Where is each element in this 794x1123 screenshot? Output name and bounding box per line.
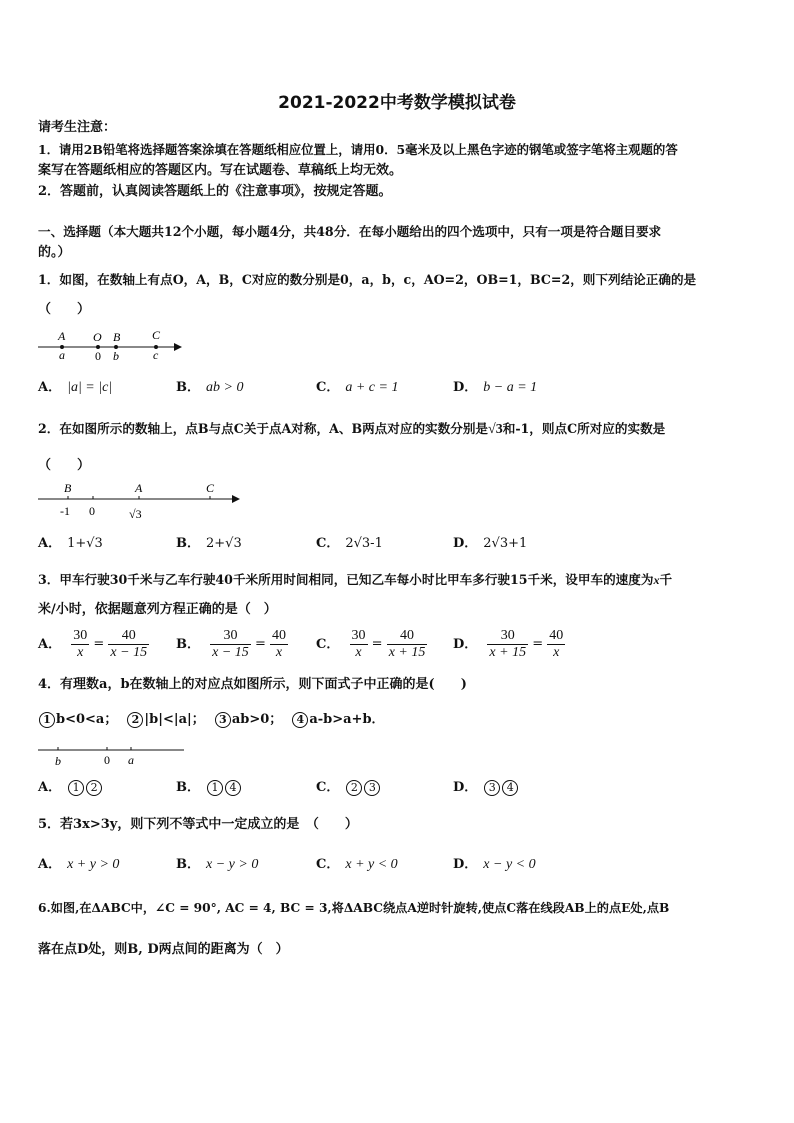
fraction: $\frac{40}{x + 15}$	[388, 628, 426, 660]
arrow-head-icon	[174, 343, 182, 351]
q2-option-a[interactable]: A． 1+√3	[38, 536, 103, 551]
label-B: B	[113, 330, 121, 344]
page-title: 2021-2022中考数学模拟试卷	[278, 93, 516, 113]
label-A: A	[58, 329, 66, 343]
label-O: O	[93, 330, 102, 344]
q6-stem-2: 落在点D处，则B, D两点间的距离为（ ）	[38, 942, 289, 957]
q5-stem: 5．若3x>3y，则下列不等式中一定成立的是 （ ）	[38, 817, 358, 832]
label-C: C	[152, 328, 161, 342]
q5-option-c[interactable]: C． x + y < 0	[316, 857, 398, 872]
fraction: $\frac{30}{x + 15}$	[489, 628, 527, 660]
fraction: $\frac{30}{x}$	[73, 628, 88, 660]
q1-option-d[interactable]: D． b − a = 1	[453, 380, 538, 395]
q3-option-d[interactable]: D． $\frac{30}{x + 15}$ = $\frac{40}{x}$	[453, 628, 564, 660]
fraction: $\frac{40}{x}$	[272, 628, 286, 660]
equals-sign: =	[93, 636, 105, 652]
label-a: a	[128, 753, 134, 767]
label-A: A	[135, 481, 143, 495]
label-a: a	[59, 348, 65, 362]
q2-option-d[interactable]: D． 2√3+1	[453, 536, 528, 551]
notice-heading: 请考生注意：	[38, 120, 117, 135]
q3-option-b[interactable]: B． $\frac{30}{x - 15}$ = $\frac{40}{x}$	[176, 628, 286, 660]
section-line-1: 一、选择题（本大题共12个小题，每小题4分，共48分．在每小题给出的四个选项中，只有一项是符合题目要求	[38, 224, 662, 239]
label-C: C	[206, 481, 215, 495]
q2-option-c[interactable]: C． 2√3-1	[316, 536, 383, 551]
q1-number-line	[36, 326, 186, 362]
arrow-head-icon	[232, 495, 240, 503]
q2-blank: （ ）	[38, 458, 91, 473]
q3-stem: 3．甲车行驶30千米与乙车行驶40千米所用时间相同，已知乙车每小时比甲车多行驶15千米，设甲车的速度为x千	[38, 572, 673, 587]
label-b: b	[113, 349, 119, 362]
q4-number-line	[36, 740, 196, 770]
q5-option-d[interactable]: D． x − y < 0	[453, 857, 536, 872]
q5-option-a[interactable]: A． x + y > 0	[38, 857, 120, 872]
q2-option-b[interactable]: B． 2+√3	[176, 536, 242, 551]
q1-option-c[interactable]: C． a + c = 1	[316, 380, 399, 395]
q3-stem-2: 米/小时，依据题意列方程正确的是（ ）	[38, 602, 277, 617]
notice-line-1a: 1．请用2B铅笔将选择题答案涂填在答题纸相应位置上，请用0．5毫米及以上黑色字迹的钢笔或签字笔将主观题的答	[38, 142, 678, 157]
q4-option-a[interactable]: A． 1 2	[38, 778, 103, 798]
q3-option-a[interactable]: A． $\frac{30}{x}$ = $\frac{40}{x - 15}$	[38, 628, 148, 660]
label-0: 0	[95, 349, 101, 362]
label-zero: 0	[89, 504, 95, 518]
q1-blank: （ ）	[38, 302, 91, 317]
q4-option-c[interactable]: C． 2 3	[316, 778, 381, 798]
fraction: $\frac{30}{x}$	[351, 628, 366, 660]
q2-number-line	[36, 478, 246, 522]
section-line-2: 的。）	[38, 245, 71, 260]
fraction: $\frac{30}{x - 15}$	[212, 628, 249, 660]
label-c: c	[153, 348, 159, 362]
q4-statements: 1 b<0<a； 2 |b|<|a|； 3 ab>0； 4 a-b>a+b．	[38, 710, 385, 730]
q1-option-b[interactable]: B． ab > 0	[176, 380, 244, 395]
label-0: 0	[104, 753, 110, 767]
fraction: $\frac{40}{x - 15}$	[110, 628, 148, 660]
q1-option-a[interactable]: A． |a| = |c|	[38, 380, 113, 395]
equals-sign: =	[371, 636, 383, 652]
notice-line-2: 2．答题前，认真阅读答题纸上的《注意事项》，按规定答题。	[38, 184, 392, 199]
fraction: $\frac{40}{x}$	[549, 628, 564, 660]
q4-option-b[interactable]: B． 1 4	[176, 778, 242, 798]
q1-stem: 1．如图，在数轴上有点O，A，B，C对应的数分别是0，a，b，c，AO=2，OB=1，BC=2，则下列结论正确的是	[38, 272, 697, 287]
q4-option-d[interactable]: D． 3 4	[453, 778, 519, 798]
equals-sign: =	[254, 636, 266, 652]
label-root3: √3	[129, 507, 142, 521]
q6-stem: 6.如图,在ΔABC中，∠C = 90°, AC = 4, BC = 3,将ΔABC绕点A逆时针旋转,使点C落在线段AB上的点E处,点B	[38, 901, 670, 915]
label-minus-one: -1	[60, 504, 70, 518]
q3-option-c[interactable]: C． $\frac{30}{x}$ = $\frac{40}{x + 15}$	[316, 628, 426, 660]
q4-stem: 4．有理数a，b在数轴上的对应点如图所示，则下面式子中正确的是( )	[38, 677, 467, 692]
label-B: B	[64, 481, 72, 495]
q5-option-b[interactable]: B． x − y > 0	[176, 857, 259, 872]
notice-line-1b: 案写在答题纸相应的答题区内。写在试题卷、草稿纸上均无效。	[38, 163, 403, 178]
q2-stem: 2．在如图所示的数轴上，点B与点C关于点A对称，A、B两点对应的实数分别是√3和-1，则点C所对应的实数是	[38, 421, 666, 437]
equals-sign: =	[532, 636, 544, 652]
label-b: b	[55, 754, 61, 768]
